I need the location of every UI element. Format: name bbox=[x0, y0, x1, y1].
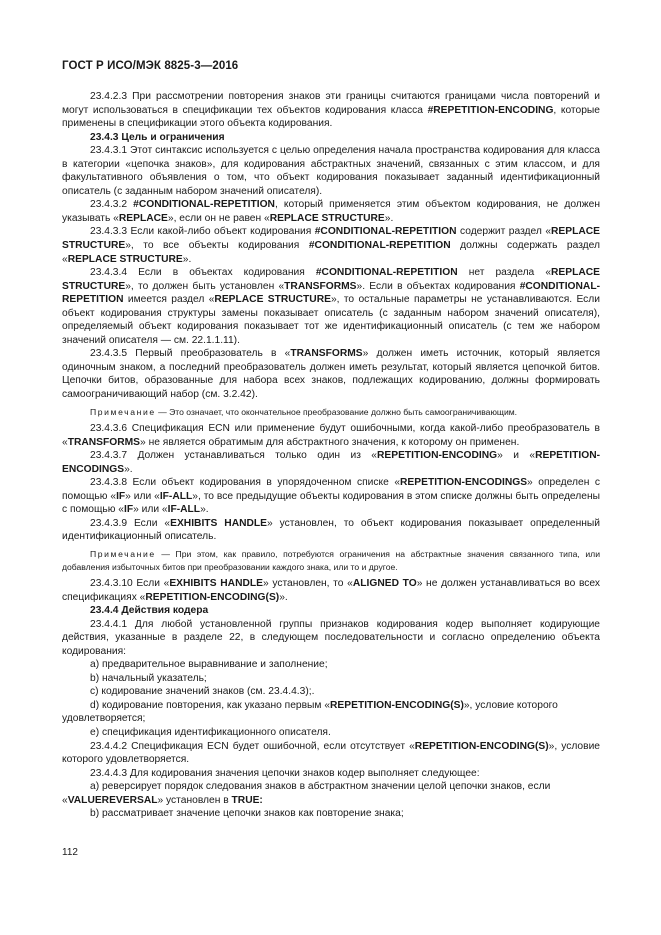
paragraph-23-4-3-7: 23.4.3.7 Должен устанавливаться только один из «REPETITION-ENCODING» и «REPETITION-ENCODINGS». bbox=[62, 450, 601, 475]
paragraph-23-4-3-1: 23.4.3.1 Этот синтаксис используется с целью определения начала пространства кодирования для класса в категории «цепочка знаков», для кодирования абстрактных значений, связанных с этим классом, и для факультативного объявления о том, что объект кодирования показывает заданный идентификационный описатель (с заданным набором значений описателя). bbox=[62, 145, 600, 197]
paragraph-23-4-4-2: 23.4.4.2 Спецификация ECN будет ошибочной, если отсутствует «REPETITION-ENCODING(S)», условие которого удовлетворяется. bbox=[62, 740, 601, 766]
list-item: c) кодирование значений знаков (см. 23.4.4.3);. bbox=[90, 686, 315, 698]
paragraph-23-4-4-3: 23.4.4.3 Для кодирования значения цепочки знаков кодер выполняет следующее: bbox=[90, 767, 480, 779]
paragraph-23-4-3-9: 23.4.3.9 Если «EXHIBITS HANDLE» установлен, то объект кодирования показывает определенный идентификационный описатель. bbox=[62, 517, 600, 543]
paragraph-23-4-3-4: 23.4.3.4 Если в объектах кодирования #CONDITIONAL-REPETITION нет раздела «REPLACE STRUCTURE», то должен быть установлен «TRANSFORMS». Если в объектах кодирования #CONDITIONAL-REPETITION имеется раздел «REPLACE STRUCTURE», то остальные параметры не устанавливаются. Если объект кодирования структуры замены показывает описатель (с заданным набором значений описателя), определяемый объект кодирования показывает тот же идентификационный описатель (с тем же набором значений описателя — см. 22.1.1.11). bbox=[62, 267, 600, 346]
list-item: d) кодирование повторения, как указано первым «REPETITION-ENCODING(S)», условие которого удовлетворяется; bbox=[62, 699, 558, 725]
paragraph-23-4-3-2: 23.4.3.2 #CONDITIONAL-REPETITION, который применяется этим объектом кодирования, не должен указывать «REPLACE», если он не равен «REPLACE STRUCTURE». bbox=[62, 199, 600, 224]
section-heading-23-4-4: 23.4.4 Действия кодера bbox=[90, 605, 209, 617]
note-label: Примечание bbox=[90, 549, 156, 559]
list-item: a) реверсирует порядок следования знаков в абстрактном значении целой цепочки знаков, если «VALUEREVERSAL» установлен в TRUE: bbox=[62, 781, 551, 806]
note-self-delimiting: Примечание — Это означает, что окончательное преобразование должно быть самоограничивающим. bbox=[90, 406, 518, 417]
page-number: 112 bbox=[62, 847, 78, 858]
list-item: b) рассматривает значение цепочки знаков как повторение знака; bbox=[90, 808, 404, 820]
document-header: ГОСТ Р ИСО/МЭК 8825-3—2016 bbox=[62, 60, 239, 72]
list-item: a) предварительное выравнивание и заполнение; bbox=[90, 659, 328, 671]
note-label: Примечание bbox=[90, 406, 156, 417]
document-body bbox=[62, 90, 600, 821]
paragraph-23-4-3-8: 23.4.3.8 Если объект кодирования в упорядоченном списке «REPETITION-ENCODINGS» определен с помощью «IF» или «IF-ALL», то все предыдущие объекты кодирования в этом списке должны быть определены с помощью «IF» или «IF-ALL». bbox=[62, 477, 600, 516]
paragraph-23-4-3-5: 23.4.3.5 Первый преобразователь в «TRANSFORMS» должен иметь источник, который является одиночным знаком, а последний преобразователь должен иметь результат, который является цепочкой битов. Цепочки битов, образованные для набора всех знаков, подлежащих кодированию, должны формировать самоограничивающий набор (см. 3.2.42). bbox=[62, 348, 600, 401]
paragraph-23-4-3-6: 23.4.3.6 Спецификация ECN или применение будут ошибочными, когда какой-либо преобразователь в «TRANSFORMS» не является обратимым для абстрактного значения, к которому он применен. bbox=[62, 423, 600, 448]
note-abstract-values: Примечание — При этом, как правило, потребуются ограничения на абстрактные значения связанного типа, или добавления избыточных битов при преобразовании каждого знака, или то и другое. bbox=[62, 549, 600, 572]
paragraph-23-4-3-3: 23.4.3.3 Если какой-либо объект кодирования #CONDITIONAL-REPETITION содержит раздел «REPLACE STRUCTURE», то все объекты кодирования #CONDITIONAL-REPETITION должны содержать раздел «REPLACE STRUCTURE». bbox=[62, 226, 601, 265]
paragraph-23-4-4-1: 23.4.4.1 Для любой установленной группы признаков кодирования кодер выполняет кодирующие действия, указанные в разделе 22, в следующем последовательности и согласно определению объекта кодирования: bbox=[62, 618, 600, 657]
paragraph-23-4-3-10: 23.4.3.10 Если «EXHIBITS HANDLE» установлен, то «ALIGNED TO» не должен устанавливаться во всех спецификациях «REPETITION-ENCODING(S)». bbox=[62, 578, 601, 603]
section-heading-23-4-3: 23.4.3 Цель и ограничения bbox=[90, 131, 225, 143]
paragraph-23-4-2-3: 23.4.2.3 При рассмотрении повторения знаков эти границы считаются границами числа повторений и могут использоваться в спецификации тех объектов кодирования класса #REPETITION-ENCODING, которые применены в спецификации этого объекта кодирования. bbox=[62, 91, 600, 130]
list-item: b) начальный указатель; bbox=[90, 672, 207, 684]
list-item: e) спецификация идентификационного описателя. bbox=[90, 727, 331, 739]
